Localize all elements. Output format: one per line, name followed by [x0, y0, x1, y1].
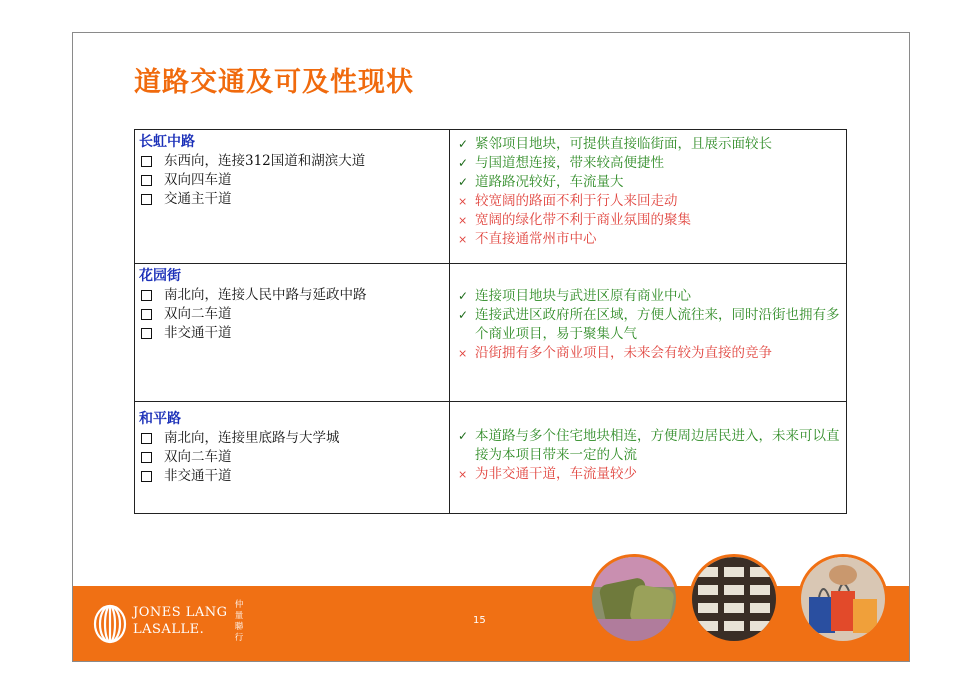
cross-icon: ×: [458, 195, 468, 208]
company-logo: [93, 600, 263, 652]
list-item: × 宽阔的绿化带不利于商业氛围的聚集: [458, 212, 691, 228]
table-row: [135, 402, 847, 514]
logo-line-1: JONES LANG: [133, 605, 228, 620]
road-evaluation-cell: [450, 264, 847, 402]
list-item: × 为非交通干道，车流量较少: [458, 466, 637, 482]
list-item: × 较宽阔的路面不利于行人来回走动: [458, 193, 678, 209]
list-item: ✓ 紧邻项目地块，可提供直接临街面，且展示面较长: [458, 136, 772, 152]
cross-icon: ×: [458, 214, 468, 227]
road-name: 花园街: [139, 268, 181, 284]
shelves-photo: [689, 554, 779, 644]
road-table: [134, 129, 847, 514]
shopping-bags-photo: [798, 554, 888, 644]
check-icon: ✓: [458, 175, 469, 189]
checkbox-square-icon: [141, 175, 152, 186]
pillows-photo: [589, 554, 679, 644]
list-item: ✓ 连接项目地块与武进区原有商业中心: [458, 288, 691, 304]
checkbox-square-icon: [141, 328, 152, 339]
logo-line-2: LASALLE.: [133, 622, 205, 637]
road-features-cell: [135, 130, 450, 264]
road-evaluation-cell: [450, 402, 847, 514]
check-icon: ✓: [458, 156, 469, 170]
road-evaluation-cell: [450, 130, 847, 264]
checkbox-square-icon: [141, 194, 152, 205]
road-features-cell: [135, 402, 450, 514]
page-number: 15: [473, 615, 486, 626]
list-item: ✓ 与国道想连接，带来较高便捷性: [458, 155, 664, 171]
list-item: 双向四车道: [139, 171, 445, 190]
table-row: [135, 264, 847, 402]
check-icon: ✓: [458, 429, 469, 443]
list-item: 非交通干道: [139, 467, 445, 486]
list-item: 东西向，连接312国道和湖滨大道: [139, 152, 445, 171]
list-item: ✓ 连接武进区政府所在区域，方便人流往来，同时沿街也拥有多个商业项目，易于聚集人气: [458, 307, 840, 342]
list-item: ✓ 道路路况较好，车流量大: [458, 174, 624, 190]
logo-mark-icon: [93, 604, 127, 644]
cross-icon: ×: [458, 347, 468, 360]
check-icon: ✓: [458, 289, 469, 303]
footer-bar: [73, 586, 909, 661]
checkbox-square-icon: [141, 452, 152, 463]
cross-icon: ×: [458, 468, 468, 481]
list-item: 南北向，连接人民中路与延政中路: [139, 286, 445, 305]
list-item: ✓ 本道路与多个住宅地块相连，方便周边居民进入，未来可以直接为本项目带来一定的人流: [458, 428, 840, 463]
list-item: 非交通干道: [139, 324, 445, 343]
checkbox-square-icon: [141, 433, 152, 444]
list-item: × 沿街拥有多个商业项目，未来会有较为直接的竞争: [458, 345, 772, 361]
checkbox-square-icon: [141, 290, 152, 301]
road-name: 和平路: [139, 411, 181, 427]
road-name: 长虹中路: [139, 134, 195, 150]
table-row: [135, 130, 847, 264]
check-icon: ✓: [458, 137, 469, 151]
list-item: 双向二车道: [139, 448, 445, 467]
list-item: 交通主干道: [139, 190, 445, 209]
list-item: 南北向，连接里底路与大学城: [139, 429, 445, 448]
list-item: 双向二车道: [139, 305, 445, 324]
road-features-cell: [135, 264, 450, 402]
list-item: × 不直接通常州市中心: [458, 231, 597, 247]
slide: [72, 32, 910, 662]
checkbox-square-icon: [141, 471, 152, 482]
cross-icon: ×: [458, 233, 468, 246]
checkbox-square-icon: [141, 156, 152, 167]
checkbox-square-icon: [141, 309, 152, 320]
check-icon: ✓: [458, 308, 469, 322]
slide-title: 道路交通及可及性现状: [134, 67, 414, 98]
logo-chinese: 仲量聯行: [234, 600, 244, 643]
